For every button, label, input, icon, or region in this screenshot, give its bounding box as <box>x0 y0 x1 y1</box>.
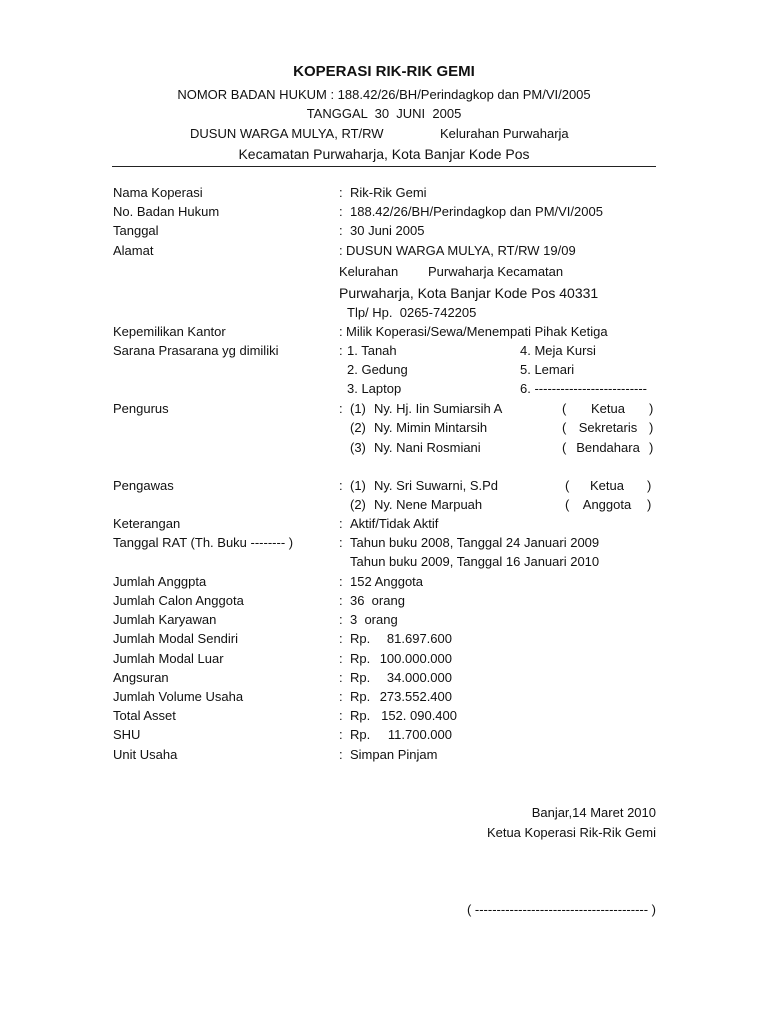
value-angsuran: 34.000.000 <box>386 670 452 685</box>
pengawas-name: Ny. Nene Marpuah <box>374 497 483 512</box>
label-modal-luar: Jumlah Modal Luar <box>113 651 224 666</box>
pengurus-role: Ketua <box>591 401 625 416</box>
label-kepemilikan: Kepemilikan Kantor <box>113 324 226 339</box>
currency: Rp. <box>350 651 371 666</box>
value-anggota: 152 Anggota <box>350 574 424 589</box>
paren-open: ( <box>565 478 570 493</box>
sarana-item: 3. Laptop <box>347 381 402 396</box>
paren-open: ( <box>562 440 567 455</box>
label-alamat: Alamat <box>113 243 154 258</box>
pengawas-role: Ketua <box>590 478 624 493</box>
paren-close: ) <box>647 497 652 512</box>
value-modal-luar: 100.000.000 <box>379 651 452 666</box>
pengurus-num: (2) <box>350 420 366 435</box>
value-karyawan: 3 orang <box>350 612 398 627</box>
value-alamat-2a: Kelurahan <box>339 264 399 279</box>
sarana-item: 6. -------------------------- <box>520 381 648 396</box>
currency: Rp. <box>350 631 371 646</box>
colon: : <box>339 478 343 493</box>
pengurus-num: (1) <box>350 401 366 416</box>
label-volume-usaha: Jumlah Volume Usaha <box>113 689 244 704</box>
paren-close: ) <box>649 440 654 455</box>
colon: : <box>339 535 343 550</box>
signature-line: ( ---------------------------------------- ) <box>466 902 656 917</box>
value-alamat-2b: Purwaharja Kecamatan <box>428 264 564 279</box>
value-modal-sendiri: 81.697.600 <box>386 631 452 646</box>
value-keterangan: Aktif/Tidak Aktif <box>350 516 439 531</box>
label-modal-sendiri: Jumlah Modal Sendiri <box>113 631 239 646</box>
colon: : <box>339 631 343 646</box>
paren-open: ( <box>562 401 567 416</box>
pengurus-role: Bendahara <box>576 440 640 455</box>
colon: : <box>339 574 343 589</box>
place-date: Banjar,14 Maret 2010 <box>531 805 656 820</box>
value-total-asset: 152. 090.400 <box>381 708 457 723</box>
colon: : <box>339 593 343 608</box>
colon: : <box>339 343 343 358</box>
label-nama-koperasi: Nama Koperasi <box>113 185 203 200</box>
colon: : <box>339 727 343 742</box>
pengurus-num: (3) <box>350 440 366 455</box>
colon: : <box>339 670 343 685</box>
colon: : <box>339 324 343 339</box>
currency: Rp. <box>350 727 371 742</box>
tanggal-header: TANGGAL 30 JUNI 2005 <box>306 106 462 121</box>
label-keterangan: Keterangan <box>113 516 181 531</box>
label-calon-anggota: Jumlah Calon Anggota <box>113 593 244 608</box>
pengawas-num: (2) <box>350 497 366 512</box>
pengawas-num: (1) <box>350 478 366 493</box>
pengurus-name: Ny. Hj. Iin Sumiarsih A <box>374 401 503 416</box>
pengawas-name: Ny. Sri Suwarni, S.Pd <box>374 478 499 493</box>
paren-open: ( <box>562 420 567 435</box>
pengurus-name: Ny. Mimin Mintarsih <box>374 420 488 435</box>
colon: : <box>339 651 343 666</box>
value-rat-2: Tahun buku 2009, Tanggal 16 Januari 2010 <box>350 554 600 569</box>
doc-title: KOPERASI RIK-RIK GEMI <box>293 63 475 80</box>
pengurus-name: Ny. Nani Rosmiani <box>374 440 481 455</box>
sarana-item: 4. Meja Kursi <box>520 343 596 358</box>
label-rat: Tanggal RAT (Th. Buku -------- ) <box>113 535 294 550</box>
value-alamat-3: Purwaharja, Kota Banjar Kode Pos 40331 <box>339 285 599 301</box>
paren-close: ) <box>649 420 654 435</box>
colon: : <box>339 223 343 238</box>
label-pengurus: Pengurus <box>113 401 169 416</box>
kecamatan-header: Kecamatan Purwaharja, Kota Banjar Kode Pos <box>238 146 530 162</box>
value-calon-anggota: 36 orang <box>350 593 405 608</box>
label-shu: SHU <box>113 727 141 742</box>
label-sarana: Sarana Prasarana yg dimiliki <box>113 343 279 358</box>
sarana-item: 2. Gedung <box>347 362 408 377</box>
value-tanggal: 30 Juni 2005 <box>350 223 425 238</box>
nomor-badan-hukum: NOMOR BADAN HUKUM : 188.42/26/BH/Perindagkop dan PM/VI/2005 <box>177 87 591 102</box>
paren-open: ( <box>565 497 570 512</box>
label-tanggal: Tanggal <box>113 223 159 238</box>
value-kepemilikan: Milik Koperasi/Sewa/Menempati Pihak Ketiga <box>346 324 608 339</box>
signer-title: Ketua Koperasi Rik-Rik Gemi <box>486 825 656 840</box>
label-total-asset: Total Asset <box>113 708 176 723</box>
colon: : <box>339 401 343 416</box>
value-unit-usaha: Simpan Pinjam <box>350 747 438 762</box>
colon: : <box>339 612 343 627</box>
label-anggota: Jumlah Anggpta <box>113 574 207 589</box>
label-badan-hukum: No. Badan Hukum <box>113 204 220 219</box>
colon: : <box>339 204 343 219</box>
value-alamat-1: DUSUN WARGA MULYA, RT/RW 19/09 <box>346 243 576 258</box>
colon: : <box>339 747 343 762</box>
value-badan-hukum: 188.42/26/BH/Perindagkop dan PM/VI/2005 <box>350 204 603 219</box>
value-nama-koperasi: Rik-Rik Gemi <box>350 185 427 200</box>
header-divider <box>112 166 656 167</box>
label-angsuran: Angsuran <box>113 670 169 685</box>
dusun-header: DUSUN WARGA MULYA, RT/RW <box>190 126 384 141</box>
colon: : <box>339 243 343 258</box>
label-karyawan: Jumlah Karyawan <box>113 612 217 627</box>
pengawas-role: Anggota <box>582 497 632 512</box>
currency: Rp. <box>350 689 371 704</box>
colon: : <box>339 708 343 723</box>
currency: Rp. <box>350 670 371 685</box>
value-alamat-telp: Tlp/ Hp. 0265-742205 <box>347 305 477 320</box>
value-volume-usaha: 273.552.400 <box>379 689 452 704</box>
paren-close: ) <box>647 478 652 493</box>
label-unit-usaha: Unit Usaha <box>113 747 178 762</box>
currency: Rp. <box>350 708 371 723</box>
colon: : <box>339 516 343 531</box>
pengurus-role: Sekretaris <box>578 420 638 435</box>
sarana-item: 1. Tanah <box>347 343 397 358</box>
colon: : <box>339 185 343 200</box>
paren-close: ) <box>649 401 654 416</box>
value-shu: 11.700.000 <box>387 727 452 742</box>
kelurahan-header: Kelurahan Purwaharja <box>440 126 569 141</box>
colon: : <box>339 689 343 704</box>
label-pengawas: Pengawas <box>113 478 174 493</box>
value-rat-1: Tahun buku 2008, Tanggal 24 Januari 2009 <box>350 535 600 550</box>
sarana-item: 5. Lemari <box>520 362 575 377</box>
